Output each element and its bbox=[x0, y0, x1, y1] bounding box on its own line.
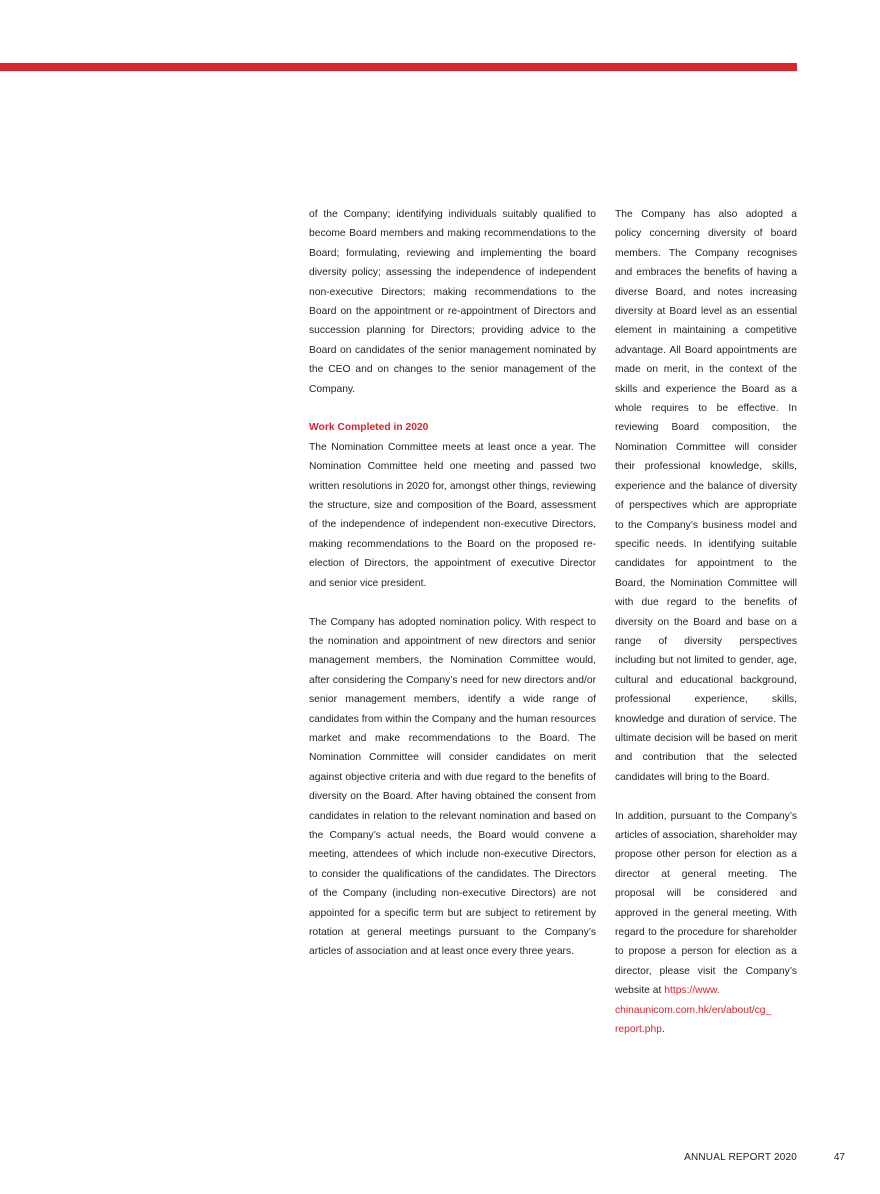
work-completed-paragraph: The Nomination Committee meets at least once a year. The Nomination Committee held one meeting and passed two written resolutions in 2020 for, amongst other things, reviewing the structure, size and composition of the Board, assessment of the independence of independent non-executive Directors, making recommendations to the Board on the proposed re-election of Directors, the appointment of executive Director and senior vice president. bbox=[309, 441, 596, 589]
right-column bbox=[615, 205, 797, 1039]
nomination-policy-paragraph: The Company has adopted nomination policy. With respect to the nomination and appointment of new directors and senior management members, the Nomination Committee would, after considering the Company’s need for new directors and/or senior management members, identify a wide range of candidates from within the Company and the human resources market and make recommendations to the Board. The Nomination Committee will consider candidates on merit against objective criteria and with due regard to the benefits of diversity on the Board. After having obtained the consent from candidates in relation to the relevant nomination and based on the Company’s actual needs, the Board would convene a meeting, attendees of which include non-executive Directors, to consider the qualifications of the candidates. The Directors of the Company (including non-executive Directors) are not appointed for a specific term but are subject to retirement by rotation at general meetings pursuant to the Company’s articles of association and at least once every three years. bbox=[309, 616, 596, 958]
left-column bbox=[309, 205, 596, 962]
footer-report-title: ANNUAL REPORT 2020 bbox=[684, 1152, 797, 1163]
end-punctuation: . bbox=[661, 1024, 665, 1036]
shareholder-proposal-paragraph bbox=[615, 807, 797, 1040]
website-link-part2[interactable]: chinaunicom.com.hk/en/about/cg_ bbox=[615, 1004, 772, 1016]
footer-page-number: 47 bbox=[833, 1152, 845, 1163]
section-heading: Work Completed in 2020 bbox=[309, 422, 429, 434]
website-link-part1[interactable]: https://www. bbox=[664, 985, 720, 997]
shareholder-text: In addition, pursuant to the Company’s articles of association, shareholder may propose other person for election as a director at general meeting. The proposal will be considered and approved in the general meeting. With regard to the procedure for shareholder to propose a person for election as a director, please visit the Company’s website at bbox=[615, 810, 797, 997]
intro-paragraph: of the Company; identifying individuals suitably qualified to become Board members and making recommendations to the Board; formulating, reviewing and implementing the board diversity policy; assessing the independence of independent non-executive Directors; making recommendations to the Board on the appointment or re-appointment of Directors and succession planning for Directors; providing advice to the Board on candidates of the senior management nominated by the CEO and on changes to the senior management of the Company. bbox=[309, 209, 596, 395]
diversity-policy-paragraph: The Company has also adopted a policy concerning diversity of board members. The Company recognises and embraces the benefits of having a diverse Board, and notes increasing diversity at Board level as an essential element in maintaining a competitive advantage. All Board appointments are made on merit, in the context of the skills and experience the Board as a whole requires to be effective. In reviewing Board composition, the Nomination Committee will consider their professional knowledge, skills, experience and the balance of diversity of perspectives which are appropriate to the Company’s business model and specific needs. In identifying suitable candidates for appointment to the Board, the Nomination Committee will with due regard to the benefits of diversity on the Board and base on a range of diversity perspectives including but not limited to gender, age, cultural and educational background, professional experience, skills, knowledge and duration of service. The ultimate decision will be based on merit and contribution that the selected candidates will bring to the Board. bbox=[615, 209, 797, 783]
website-link-part3[interactable]: report.php bbox=[615, 1024, 662, 1036]
top-accent-bar bbox=[0, 63, 797, 71]
